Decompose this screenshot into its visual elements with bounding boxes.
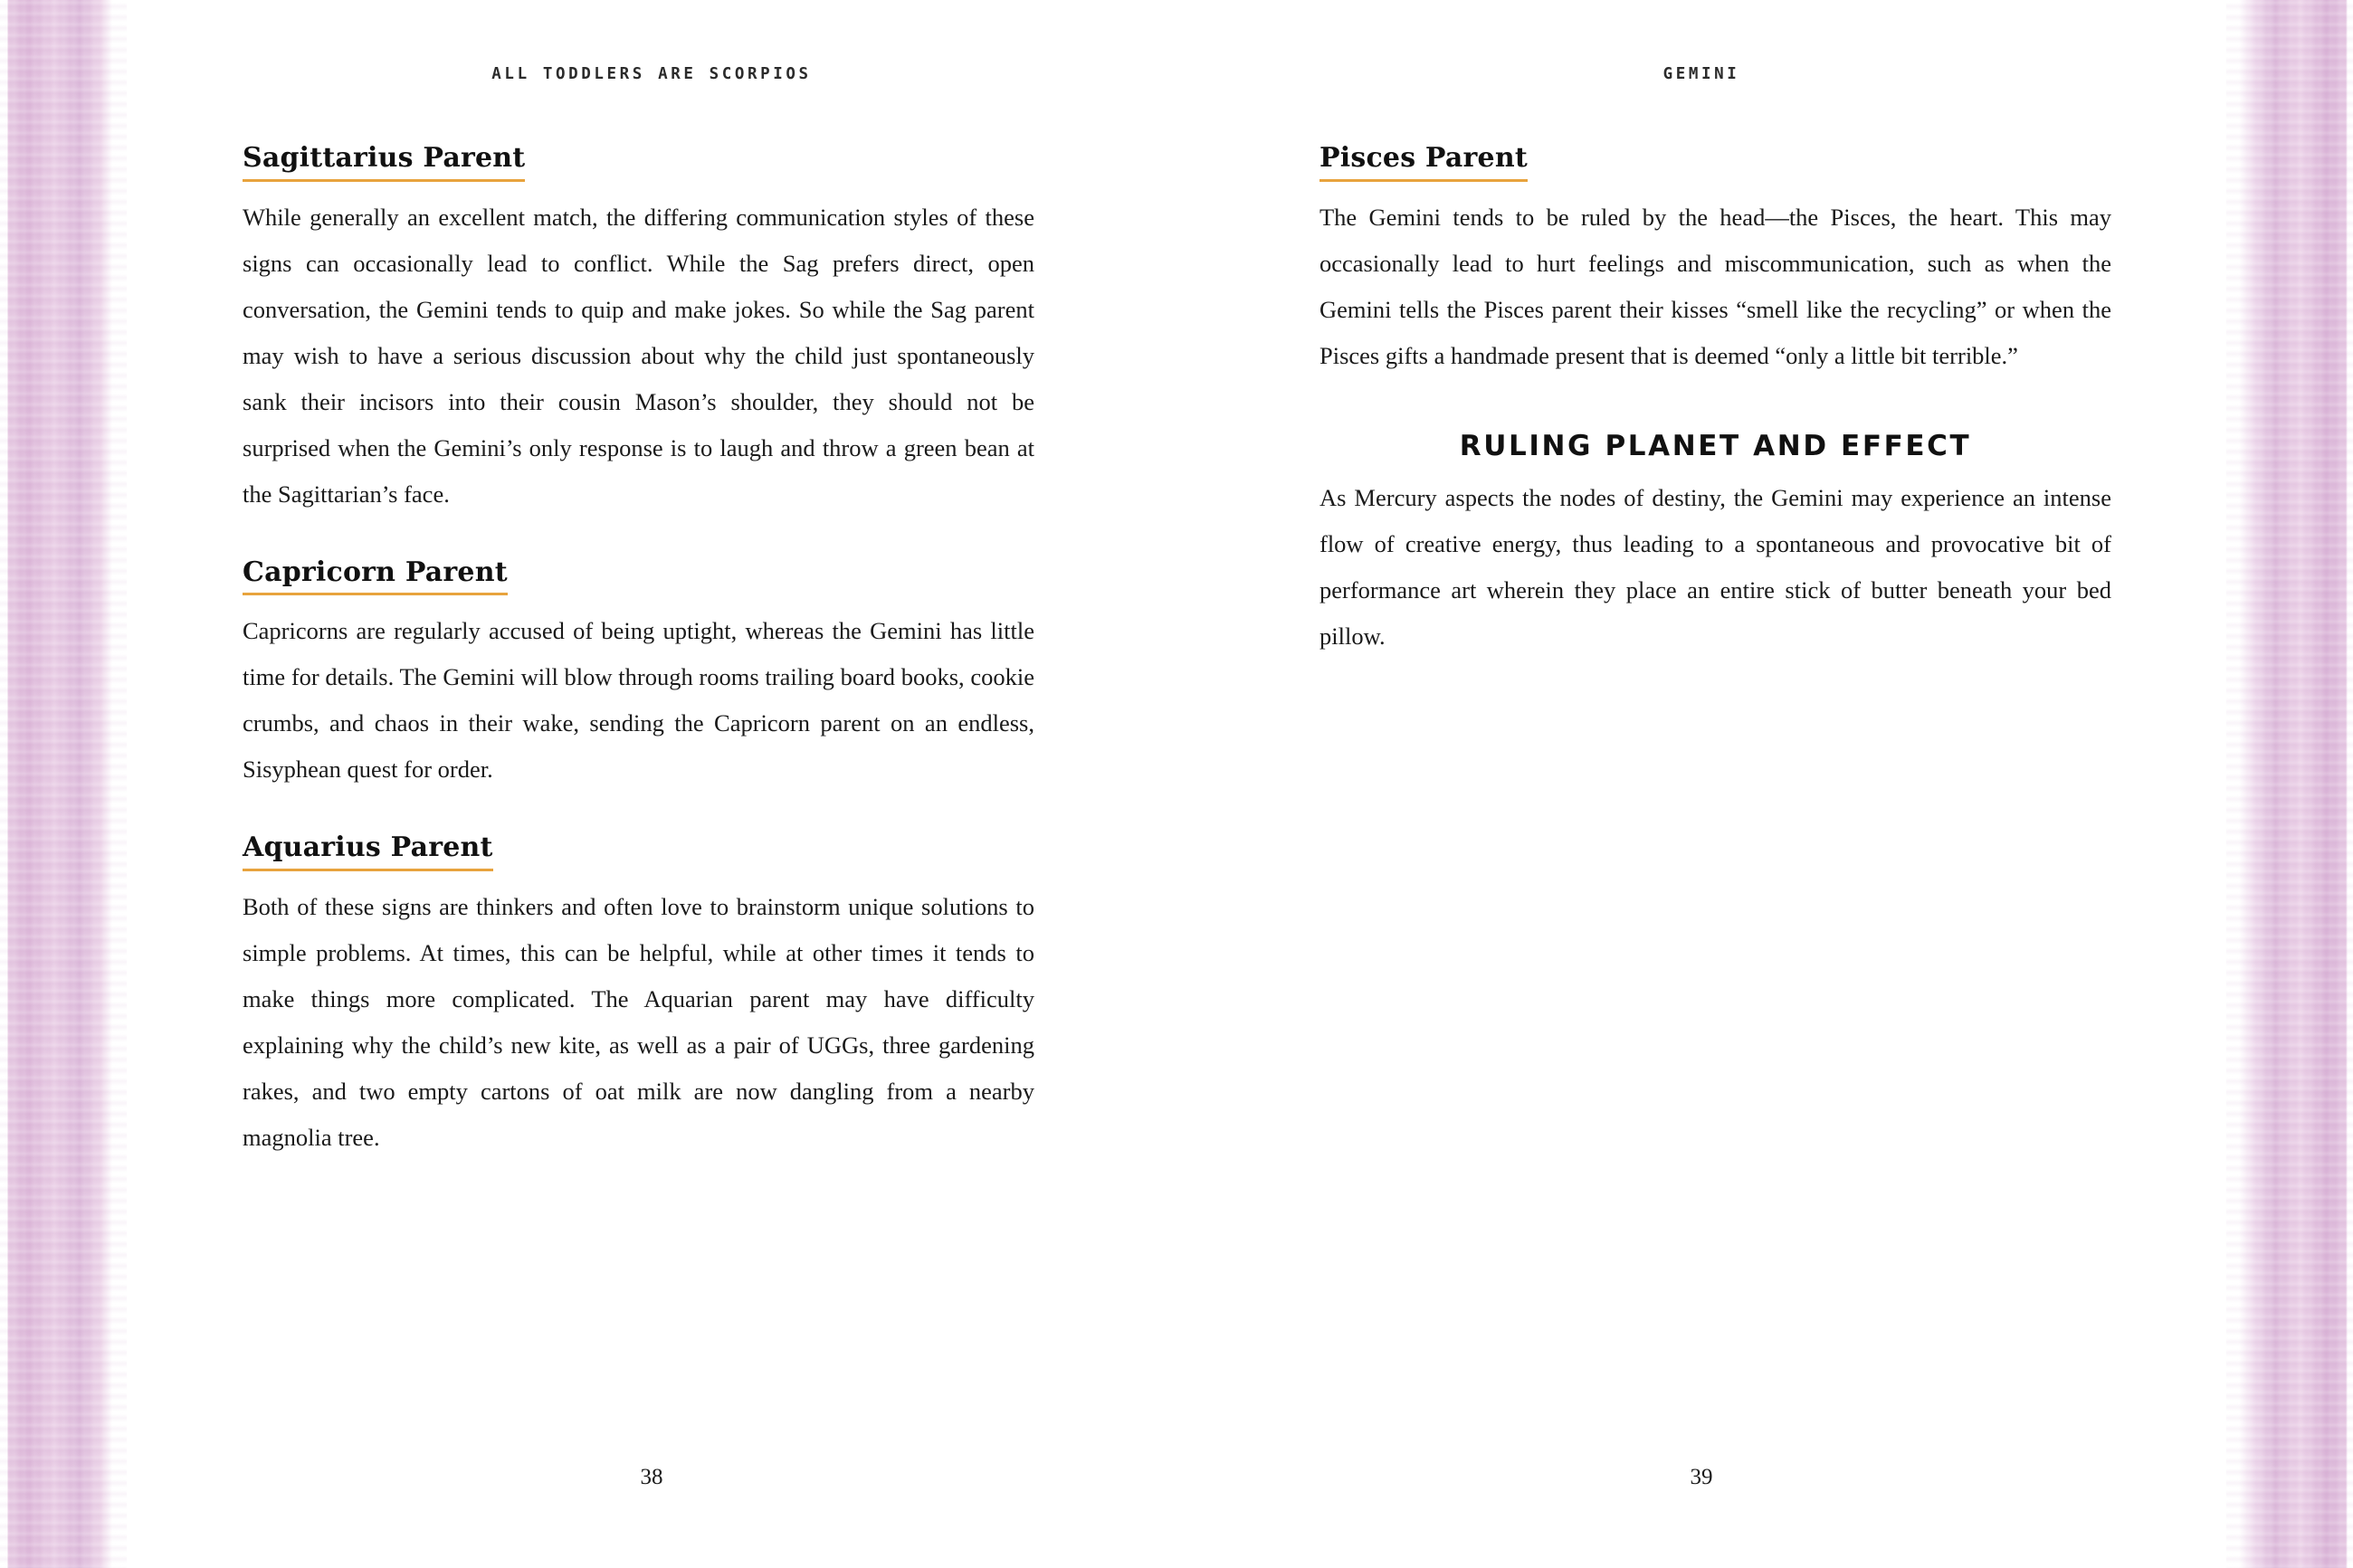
page-number-right: 39	[1690, 1465, 1713, 1489]
section-aquarius-parent	[243, 832, 1034, 1161]
subheading-sagittarius-parent: Sagittarius Parent	[243, 143, 525, 182]
left-page	[127, 0, 1176, 1568]
subheading-capricorn-parent: Capricorn Parent	[243, 557, 508, 596]
running-head-right: GEMINI	[1662, 65, 1740, 83]
section-ruling-planet-and-effect	[1319, 430, 2111, 660]
page-edge-texture-left	[0, 0, 127, 1568]
page-number-left: 38	[640, 1465, 663, 1489]
subheading-pisces-parent: Pisces Parent	[1319, 143, 1528, 182]
paragraph-aquarius-parent: Both of these signs are thinkers and often love to brainstorm unique solutions to simple problems. At times, this can be helpful, while at other times it tends to make things more complicated. The Aquarian parent may have difficulty explaining why the child’s new kite, as well as a pair of UGGs, three gardening rakes, and two empty cartons of oat milk are now dangling from a nearby magnolia tree.	[243, 892, 1034, 1151]
running-head-left: ALL TODDLERS ARE SCORPIOS	[491, 65, 812, 83]
paragraph-sagittarius-parent: While generally an excellent match, the differing communication styles of these signs can occasionally lead to conflict. While the Sag prefers direct, open conversation, the Gemini tends to quip and make jokes. So while the Sag parent may wish to have a serious discussion about why the child just spontaneously sank their incisors into their cousin Mason’s shoulder, they should not be surprised when the Gemini’s only response is to laugh and throw a green bean at the Sagittarian’s face.	[243, 203, 1034, 508]
section-capricorn-parent	[243, 557, 1034, 794]
right-page-text-column	[1319, 143, 2111, 660]
page-edge-decoration-left	[0, 0, 127, 1568]
left-page-text-column	[243, 143, 1034, 1161]
section-sagittarius-parent	[243, 143, 1034, 518]
right-page	[1176, 0, 2226, 1568]
paragraph-capricorn-parent: Capricorns are regularly accused of being uptight, whereas the Gemini has little time for details. The Gemini will blow through rooms trailing board books, cookie crumbs, and chaos in their wake, sending the Capricorn parent on an endless, Sisyphean quest for order.	[243, 617, 1034, 783]
paragraph-ruling-planet-and-effect: As Mercury aspects the nodes of destiny, the Gemini may experience an intense flow of creative energy, thus leading to a spontaneous and provocative bit of performance art wherein they place an entire stick of butter beneath your bed pillow.	[1319, 483, 2111, 650]
page-edge-texture-right	[2226, 0, 2353, 1568]
page-edge-decoration-right	[2226, 0, 2353, 1568]
heading-ruling-planet-and-effect: RULING PLANET AND EFFECT	[1459, 429, 1972, 462]
subheading-aquarius-parent: Aquarius Parent	[243, 832, 493, 871]
section-pisces-parent	[1319, 143, 2111, 379]
paragraph-pisces-parent: The Gemini tends to be ruled by the head—the Pisces, the heart. This may occasionally lead to hurt feelings and miscommunication, such as when the Gemini tells the Pisces parent their kisses “smell like the recycling” or when the Pisces gifts a handmade present that is deemed “only a little bit terrible.”	[1319, 203, 2111, 369]
